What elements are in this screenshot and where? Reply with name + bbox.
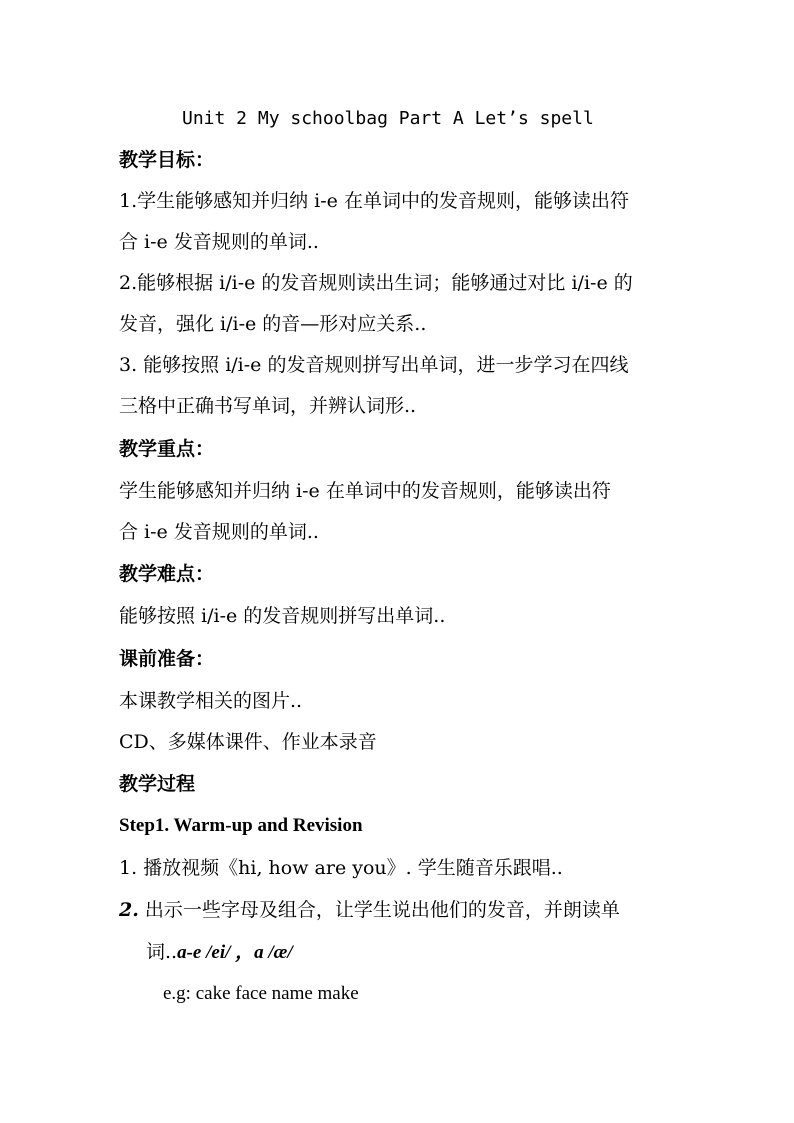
preparation-item-2: CD、多媒体课件、作业本录音 bbox=[119, 731, 377, 753]
process-heading: 教学过程 bbox=[119, 773, 196, 795]
objective-1-line-1: 1.学生能够感知并归纳 i-e 在单词中的发音规则，能够读出符 bbox=[119, 190, 629, 212]
objective-2-line-1: 2.能够根据 i/i-e 的发音规则读出生词；能够通过对比 i/i-e 的 bbox=[119, 272, 633, 294]
objectives-heading: 教学目标： bbox=[119, 149, 215, 171]
document-title: Unit 2 My schoolbag Part A Let’s spell bbox=[182, 108, 594, 129]
step1-item-2-line-1 bbox=[119, 897, 679, 923]
difficulty-text: 能够按照 i/i-e 的发音规则拼写出单词.. bbox=[119, 605, 446, 627]
step1-item-1: 1. 播放视频《hi, how are you》. 学生随音乐跟唱.. bbox=[119, 857, 563, 879]
step1-item-2-number: 2. bbox=[119, 899, 139, 921]
preparation-heading: 课前准备： bbox=[119, 648, 215, 670]
step1-item-2-line-2 bbox=[146, 939, 706, 966]
difficulty-heading: 教学难点： bbox=[119, 563, 215, 585]
key-points-line-2: 合 i-e 发音规则的单词.. bbox=[119, 521, 319, 543]
step1-item-2-prefix: 词.. bbox=[146, 941, 178, 963]
step1-example: e.g: cake face name make bbox=[163, 983, 359, 1004]
key-points-heading: 教学重点： bbox=[119, 438, 215, 460]
step1-item-2-phonics: a-e /ei/ ，a /æ/ bbox=[177, 942, 293, 963]
objective-3-line-1: 3. 能够按照 i/i-e 的发音规则拼写出单词，进一步学习在四线 bbox=[119, 354, 629, 376]
preparation-item-1: 本课教学相关的图片.. bbox=[119, 690, 303, 712]
objective-1-line-2: 合 i-e 发音规则的单词.. bbox=[119, 231, 319, 253]
objective-2-line-2: 发音，强化 i/i-e 的音—形对应关系.. bbox=[119, 313, 427, 335]
step1-item-2-text: 出示一些字母及组合，让学生说出他们的发音，并朗读单 bbox=[138, 899, 620, 921]
objective-3-line-2: 三格中正确书写单词，并辨认词形.. bbox=[119, 395, 417, 417]
key-points-line-1: 学生能够感知并归纳 i-e 在单词中的发音规则，能够读出符 bbox=[119, 480, 611, 502]
step1-heading: Step1. Warm-up and Revision bbox=[119, 815, 363, 836]
